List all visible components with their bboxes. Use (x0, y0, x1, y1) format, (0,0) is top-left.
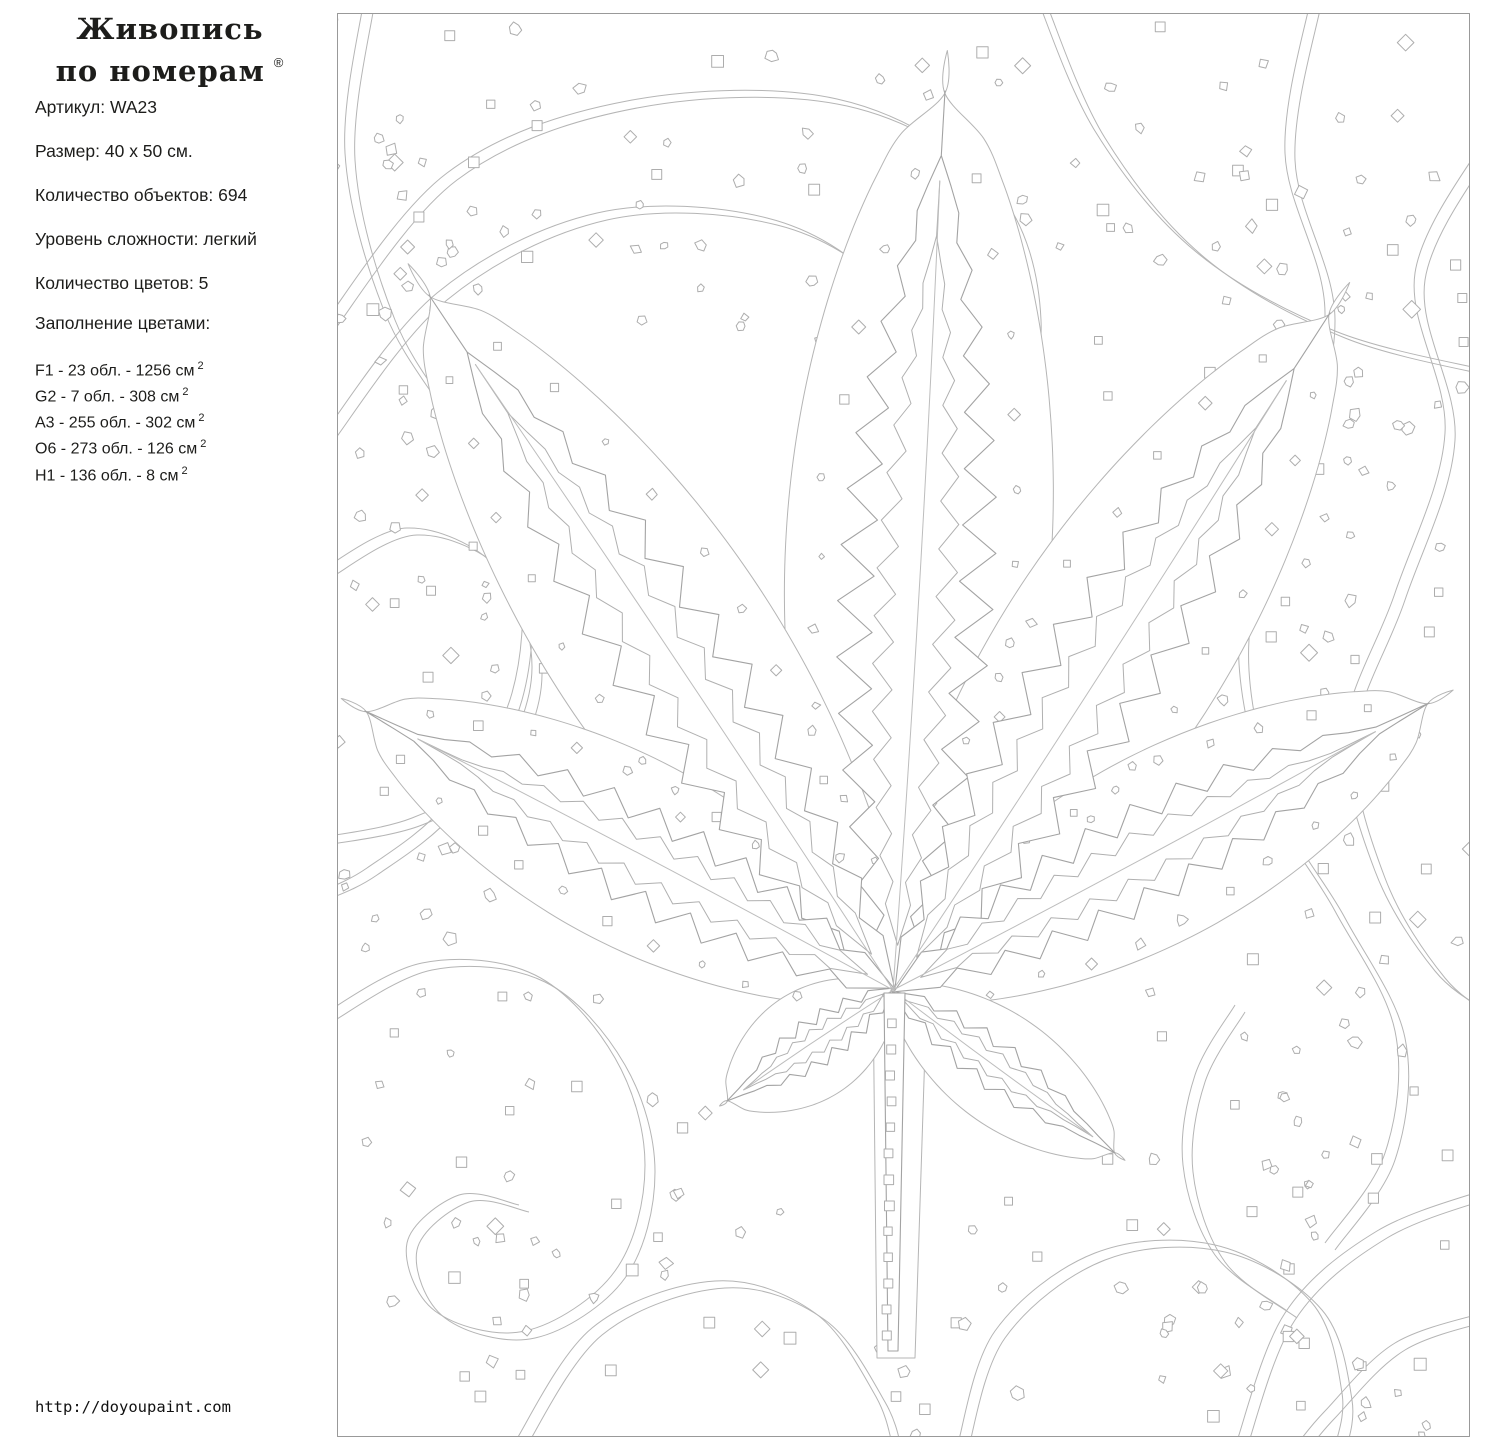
product-field: Количество цветов: 5 (35, 273, 209, 293)
info-panel (0, 0, 337, 1453)
painting-canvas (337, 13, 1470, 1437)
footer-url: http://doyoupaint.com (35, 1398, 231, 1416)
color-legend-row: O6 - 273 обл. - 126 см $^2$ (35, 438, 207, 458)
brand-logo (50, 12, 290, 88)
color-legend-row: H1 - 136 обл. - 8 см $^2$ (35, 464, 188, 484)
registered-trademark-symbol: ® (273, 55, 285, 70)
product-field: Артикул: WA23 (35, 97, 157, 117)
fill-colors-header: Заполнение цветами: (35, 313, 211, 333)
product-field: Размер: 40 x 50 см. (35, 141, 193, 161)
line-art-cannabis-leaf (337, 13, 1470, 1437)
product-field: Уровень сложности: легкий (35, 229, 257, 249)
product-info-list (35, 97, 257, 317)
brand-logo-line1: Живопись (76, 12, 264, 46)
product-field: Количество объектов: 694 (35, 185, 248, 205)
color-legend-row: F1 - 23 обл. - 1256 см $^2$ (35, 360, 204, 380)
color-legend-row: A3 - 255 обл. - 302 см $^2$ (35, 412, 205, 432)
color-legend (35, 356, 206, 487)
brand-logo-line2-text: по номерам (55, 54, 265, 88)
color-legend-row: G2 - 7 обл. - 308 см $^2$ (35, 386, 189, 406)
brand-logo-line2 (50, 46, 290, 88)
